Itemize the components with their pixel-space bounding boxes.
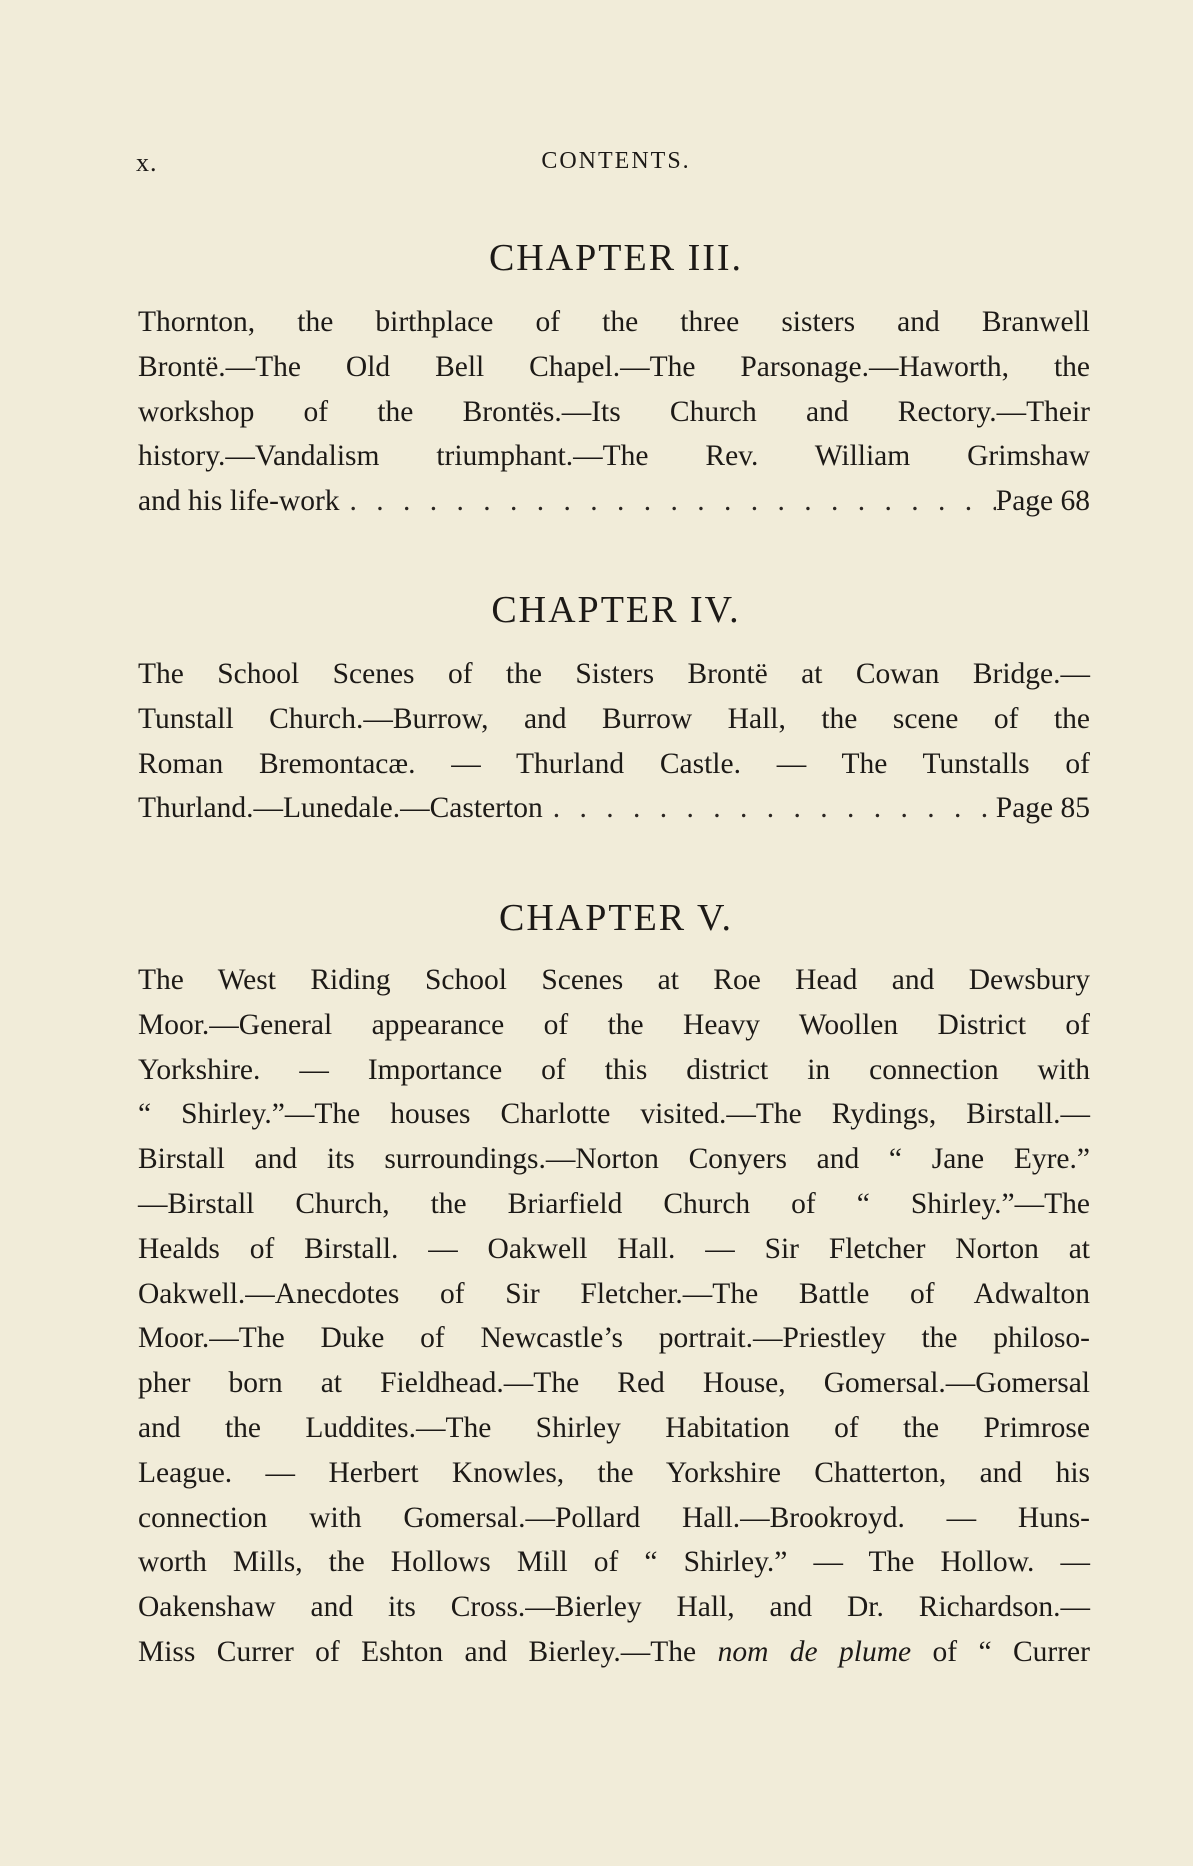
summary-line: and the Luddites.—The Shirley Habitation of the Primrose [138,1411,1090,1444]
page-reference: Page 85 [995,792,1090,825]
chapter-heading-v: CHAPTER V. [499,897,733,939]
summary-line: pher born at Fieldhead.—The Red House, Gomersal.—Gomersal [138,1367,1090,1400]
dot-leader [543,786,996,831]
summary-line: Thornton, the birthplace of the three sisters and Branwell [138,306,1090,338]
summary-line: worth Mills, the Hollows Mill of “ Shirley.” — The Hollow. — [138,1546,1090,1579]
summary-line: Healds of Birstall. — Oakwell Hall. — Sir Fletcher Norton at [138,1232,1090,1265]
italic-phrase: nom de plume [717,1635,912,1668]
summary-last-line [138,786,1090,831]
running-title: CONTENTS. [541,148,691,174]
summary-line-text: Thurland.—Lunedale.—Casterton [138,792,543,825]
final-line-start: Miss Currer of Eshton and Bierley.—The [138,1635,718,1668]
summary-line: Oakwell.—Anecdotes of Sir Fletcher.—The Battle of Adwalton [138,1277,1090,1310]
summary-line: The School Scenes of the Sisters Brontë at Cowan Bridge.— [138,658,1090,690]
chapter-iii-summary [138,300,1090,524]
summary-last-line [138,479,1090,524]
summary-line: —Birstall Church, the Briarfield Church of “ Shirley.”—The [138,1187,1090,1220]
summary-line: Moor.—General appearance of the Heavy Woollen District of [138,1008,1090,1041]
page-reference: Page 68 [995,485,1090,518]
summary-line: Birstall and its surroundings.—Norton Conyers and “ Jane Eyre.” [138,1143,1090,1176]
summary-line: history.—Vandalism triumphant.—The Rev. William Grimshaw [138,440,1090,473]
chapter-heading-iii: CHAPTER III. [488,237,744,279]
dot-leader [340,479,996,524]
summary-line: Brontë.—The Old Bell Chapel.—The Parsonage.—Haworth, the [138,350,1090,383]
summary-line: Yorkshire. — Importance of this district in connection with [138,1053,1090,1086]
summary-line: League. — Herbert Knowles, the Yorkshire Chatterton, and his [138,1456,1090,1489]
summary-line: connection with Gomersal.—Pollard Hall.—Brookroyd. — Huns- [138,1501,1090,1534]
chapter-iv-summary [138,652,1090,831]
chapter-v-summary [138,958,1090,1675]
summary-line: Oakenshaw and its Cross.—Bierley Hall, and Dr. Richardson.— [138,1591,1090,1624]
running-head [136,148,1096,188]
page-number: x. [136,148,158,177]
summary-line: Roman Bremontacæ. — Thurland Castle. — The Tunstalls of [138,747,1090,780]
summary-line-text: and his life-work [138,485,340,518]
summary-line: “ Shirley.”—The houses Charlotte visited.—The Rydings, Birstall.— [138,1098,1090,1131]
summary-line: workshop of the Brontës.—Its Church and Rectory.—Their [138,395,1090,428]
summary-final-line [138,1630,1090,1675]
summary-line: The West Riding School Scenes at Roe Head and Dewsbury [138,964,1090,996]
final-line-end: of “ Currer [911,1635,1090,1668]
summary-line: Tunstall Church.—Burrow, and Burrow Hall, the scene of the [138,702,1090,735]
chapter-heading-iv: CHAPTER IV. [491,589,741,631]
summary-line: Moor.—The Duke of Newcastle’s portrait.—Priestley the philoso- [138,1322,1090,1355]
